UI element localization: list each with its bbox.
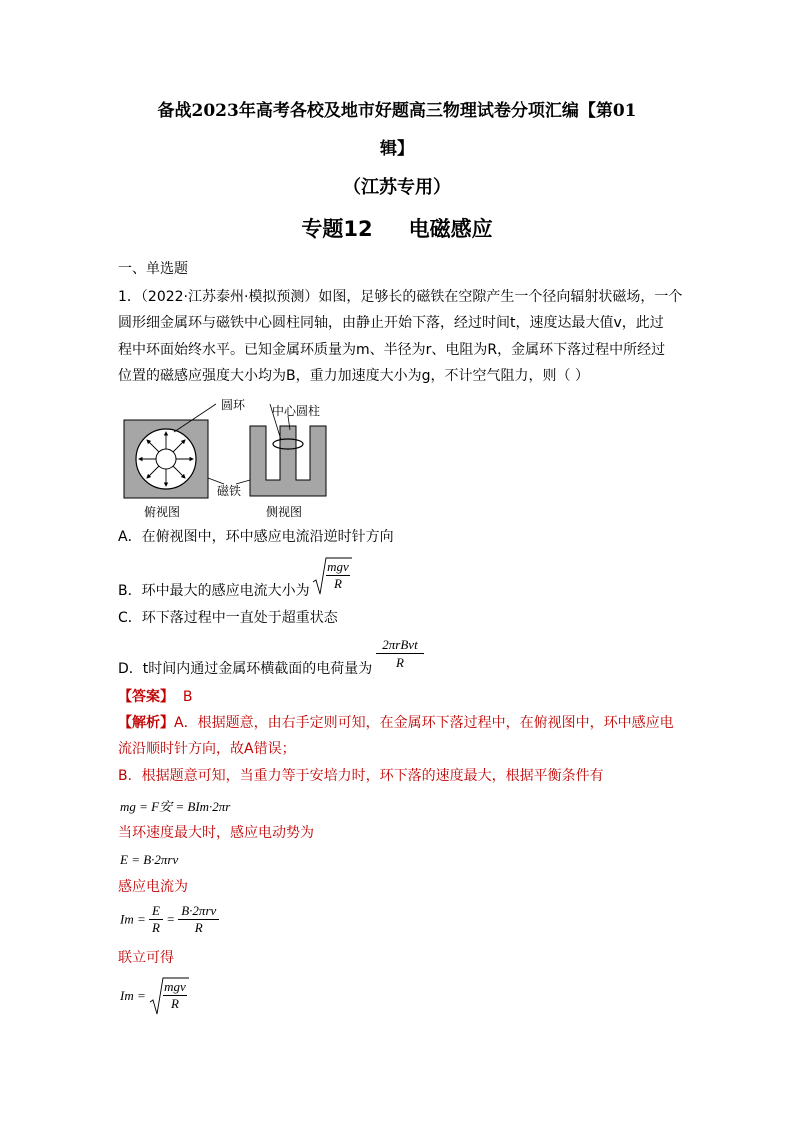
topic-name: 电磁感应 (408, 217, 493, 241)
analysis-line-5: 感应电流为 (118, 879, 188, 895)
question-line-3: 程中环面始终水平。已知金属环质量为m、半径为r、电阻为R，金属环下落过程中所经过 (118, 342, 666, 358)
section-heading: 一、单选题 (118, 261, 188, 277)
option-b-numerator: mgv (327, 559, 349, 574)
option-a: A．在俯视图中，环中感应电流沿逆时针方向 (118, 529, 394, 545)
question-line-2: 圆形细金属环与磁铁中心圆柱同轴，由静止开始下落，经过时间t，速度达最大值v，此过 (118, 315, 664, 331)
document-subtitle: （江苏专用） (343, 177, 451, 198)
document-title-line2: 辑】 (380, 139, 414, 159)
equation-4-lhs: Im = (120, 988, 146, 1003)
label-center-cylinder: 中心圆柱 (272, 404, 321, 418)
equation-3-f1-denominator: R (152, 920, 160, 935)
equation-3-fraction-2 (178, 903, 219, 936)
label-top-view: 俯视图 (144, 505, 181, 519)
equation-3-lhs: Im = (120, 911, 146, 927)
document-title-line1: 备战2023年高考各校及地市好题高三物理试卷分项汇编【第01 (157, 101, 637, 121)
option-c: C．环下落过程中一直处于超重状态 (118, 610, 338, 626)
equation-3-f2-numerator: B·2πrv (178, 903, 219, 920)
answer-value: B (182, 689, 193, 705)
equation-4-numerator: mgv (164, 979, 186, 994)
option-b: B．环中最大的感应电流大小为 (118, 583, 310, 599)
topic-number: 专题12 (301, 217, 373, 241)
option-d-denominator: R (396, 655, 404, 670)
equation-1: mg = F安 = BIm·2πr (120, 799, 231, 814)
question-line-4: 位置的磁感应强度大小均为B，重力加速度大小为g，不计空气阻力，则（ ） (118, 368, 589, 384)
label-ring: 圆环 (221, 398, 246, 412)
analysis-text-1: A．根据题意，由右手定则可知，在金属环下落过程中，在俯视图中，环中感应电 (174, 715, 674, 731)
label-side-view: 侧视图 (266, 505, 303, 519)
answer-label: 【答案】 (118, 689, 174, 705)
analysis-line-3: B．根据题意可知，当重力等于安培力时，环下落的速度最大，根据平衡条件有 (118, 768, 604, 784)
equation-2: E = B·2πrv (120, 852, 179, 867)
answer-line (118, 684, 688, 710)
topic-heading (0, 213, 794, 243)
option-d-numerator: 2πrBvt (376, 636, 424, 654)
option-d: D．t时间内通过金属环横截面的电荷量为 (118, 661, 373, 677)
equation-3-f1-numerator: E (149, 903, 163, 920)
analysis-line-4: 当环速度最大时，感应电动势为 (118, 825, 314, 841)
equation-4-denominator: R (171, 996, 179, 1011)
analysis-label: 【解析】 (118, 715, 174, 731)
option-b-denominator: R (334, 576, 342, 591)
equation-3: Im = $\frac{E}{R}$ = $\frac{\text{B·2πrv}}{R}$ (120, 903, 219, 936)
analysis-line-2: 流沿顺时针方向，故A错误； (118, 741, 296, 757)
option-d-formula (376, 636, 424, 671)
question-line-1: 1．（2022·江苏泰州·模拟预测）如图，足够长的磁铁在空隙产生一个径向辐射状磁场，一个 (118, 289, 683, 305)
equation-3-f2-denominator: R (194, 920, 203, 935)
analysis-line-1 (118, 710, 688, 736)
equation-3-fraction-1 (149, 903, 163, 936)
analysis-line-6: 联立可得 (118, 950, 174, 966)
equation-4 (120, 976, 189, 1016)
label-magnet: 磁铁 (217, 484, 242, 498)
